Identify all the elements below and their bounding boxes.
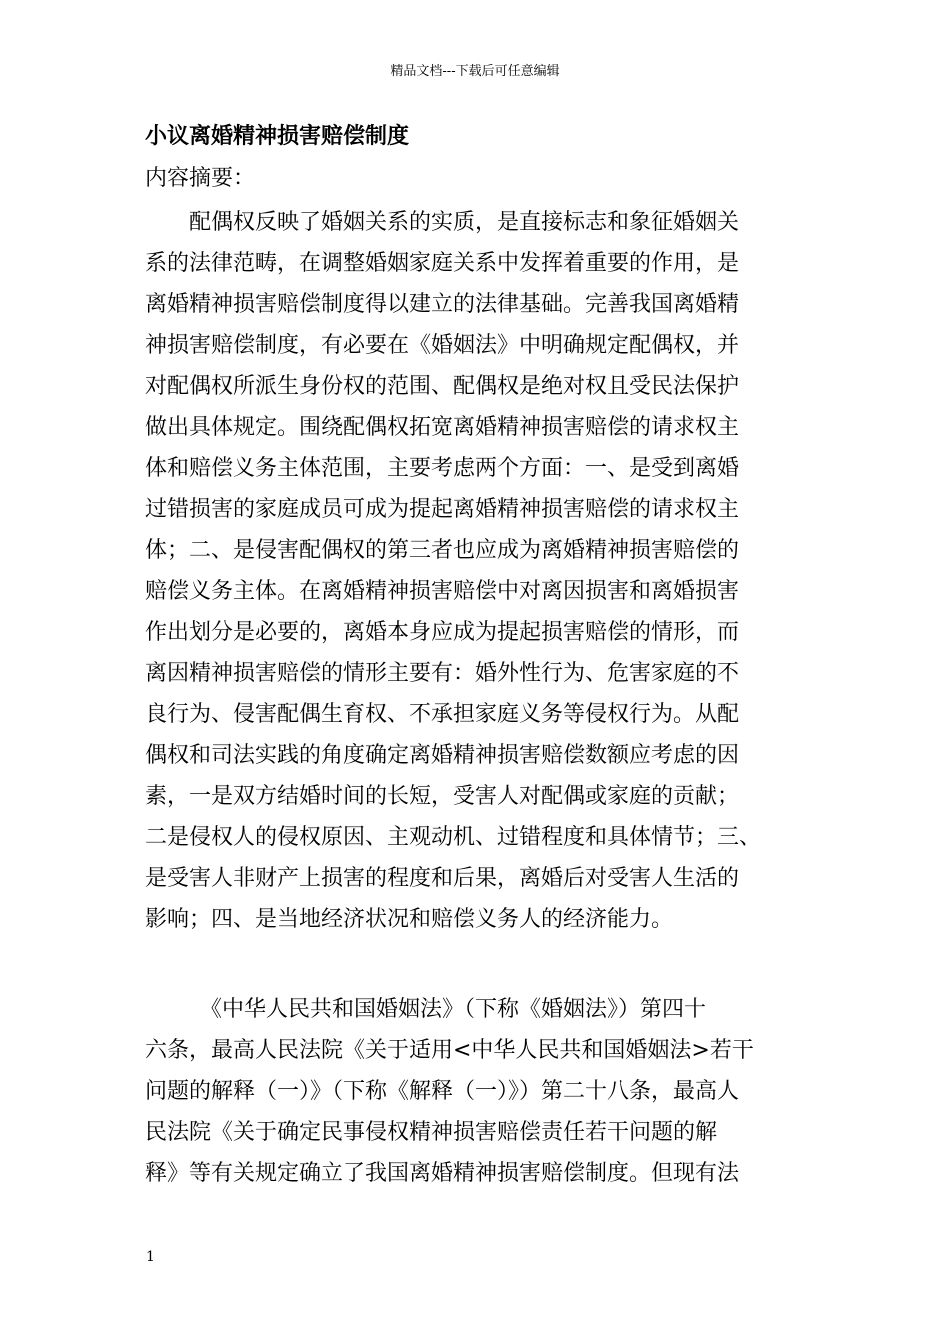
abstract-line: 配偶权反映了婚姻关系的实质，是直接标志和象征婚姻关 [145,210,740,235]
body-line: 问题的解释（一）》（下称《解释（一）》）第二十八条，最高人 [145,1079,740,1104]
abstract-line: 影响；四、是当地经济状况和赔偿义务人的经济能力。 [145,907,674,932]
abstract-paragraph [145,202,761,940]
abstract-line: 是受害人非财产上损害的程度和后果，离婚后对受害人生活的 [145,866,740,891]
abstract-line: 离婚精神损害赔偿制度得以建立的法律基础。完善我国离婚精 [145,292,740,317]
abstract-line: 对配偶权所派生身份权的范围、配偶权是绝对权且受民法保护 [145,374,740,399]
page-number: 1 [146,1249,155,1265]
body-line: 六条，最高人民法院《关于适用<中华人民共和国婚姻法>若干 [145,1038,754,1063]
abstract-line: 作出划分是必要的，离婚本身应成为提起损害赔偿的情形，而 [145,620,740,645]
body-paragraph [145,989,754,1194]
document-title: 小议离婚精神损害赔偿制度 [145,124,410,149]
abstract-line: 良行为、侵害配偶生育权、不承担家庭义务等侵权行为。从配 [145,702,740,727]
abstract-line: 系的法律范畴，在调整婚姻家庭关系中发挥着重要的作用，是 [145,251,740,276]
abstract-line: 体和赔偿义务主体范围，主要考虑两个方面：一、是受到离婚 [145,456,740,481]
abstract-line: 做出具体规定。围绕配偶权拓宽离婚精神损害赔偿的请求权主 [145,415,740,440]
abstract-line: 偶权和司法实践的角度确定离婚精神损害赔偿数额应考虑的因 [145,743,740,768]
body-line: 释》等有关规定确立了我国离婚精神损害赔偿制度。但现有法 [145,1161,740,1186]
abstract-line: 赔偿义务主体。在离婚精神损害赔偿中对离因损害和离婚损害 [145,579,740,604]
abstract-line: 离因精神损害赔偿的情形主要有：婚外性行为、危害家庭的不 [145,661,740,686]
abstract-line: 体；二、是侵害配偶权的第三者也应成为离婚精神损害赔偿的 [145,538,740,563]
abstract-line: 神损害赔偿制度，有必要在《婚姻法》中明确规定配偶权，并 [145,333,740,358]
abstract-line: 过错损害的家庭成员可成为提起离婚精神损害赔偿的请求权主 [145,497,740,522]
abstract-label: 内容摘要： [145,166,256,191]
abstract-line: 二是侵权人的侵权原因、主观动机、过错程度和具体情节；三、 [145,825,762,850]
abstract-line: 素，一是双方结婚时间的长短，受害人对配偶或家庭的贡献； [145,784,740,809]
body-line: 民法院《关于确定民事侵权精神损害赔偿责任若干问题的解 [145,1120,718,1145]
page-header: 精品文档---下载后可任意编辑 [390,64,560,79]
body-line: 《中华人民共和国婚姻法》（下称《婚姻法》）第四十 [145,997,707,1022]
